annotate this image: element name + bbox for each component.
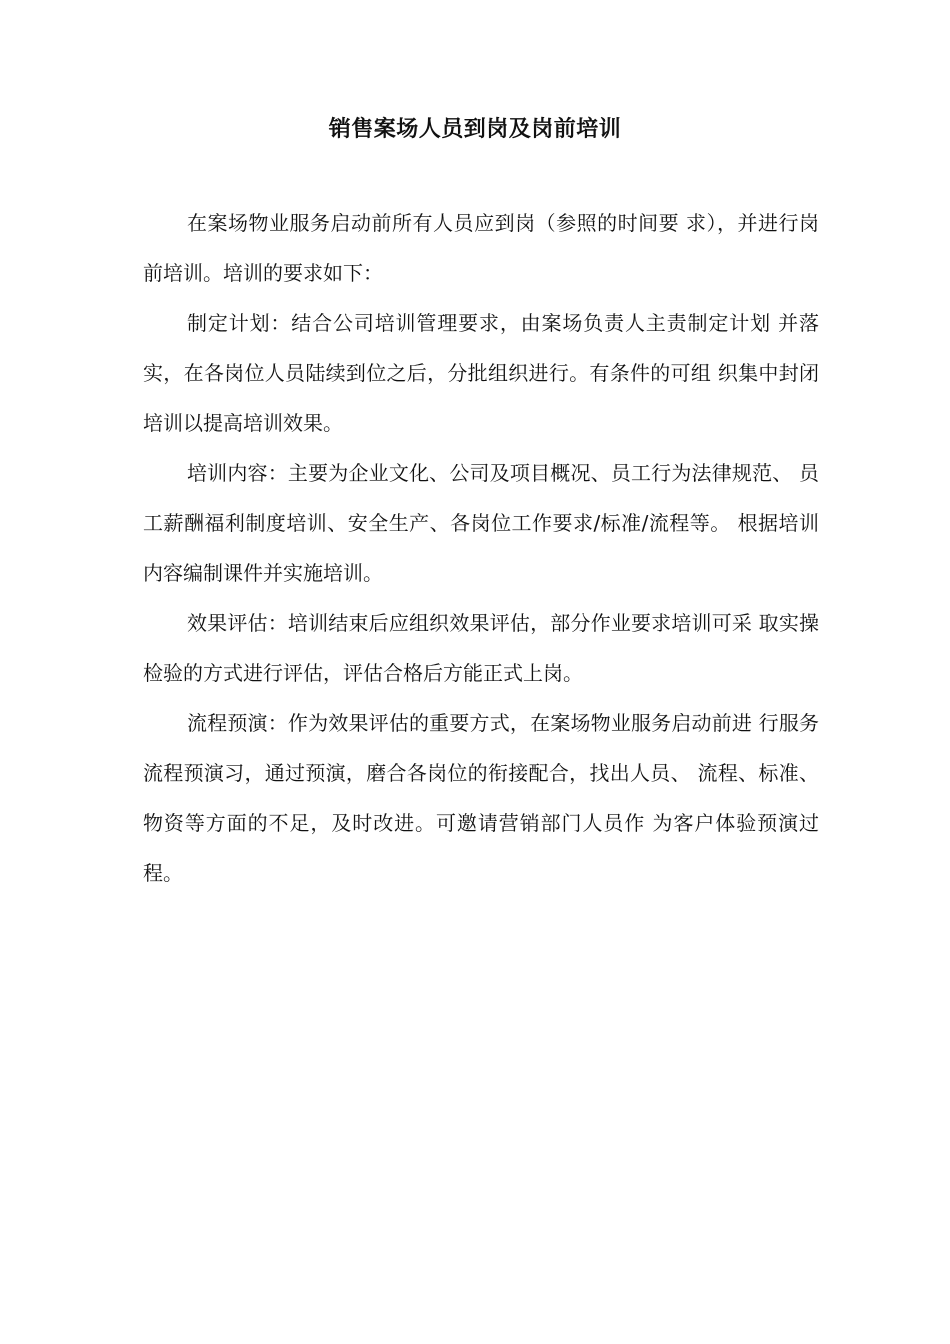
paragraph-plan: 制定计划：结合公司培训管理要求，由案场负责人主责制定计划 并落实，在各岗位人员陆续到位之后，分批组织进行。有条件的可组 织集中封闭培训以提高培训效果。 <box>143 311 819 435</box>
paragraph-rehearsal: 流程预演：作为效果评估的重要方式，在案场物业服务启动前进 行服务流程预演习，通过预演，磨合各岗位的衔接配合，找出人员、 流程、标准、物资等方面的不足，及时改进。可邀请营销部门人员作 为客户体验预演过程。 <box>143 711 819 885</box>
paragraph-content: 培训内容：主要为企业文化、公司及项目概况、员工行为法律规范、 员工薪酬福利制度培训、安全生产、各岗位工作要求/标准/流程等。 根据培训内容编制课件并实施培训。 <box>143 461 819 585</box>
document-title: 销售案场人员到岗及岗前培训 <box>328 117 622 142</box>
document-body <box>143 198 819 898</box>
paragraph-evaluation: 效果评估：培训结束后应组织效果评估，部分作业要求培训可采 取实操检验的方式进行评估，评估合格后方能正式上岗。 <box>143 611 819 685</box>
paragraph-intro: 在案场物业服务启动前所有人员应到岗（参照的时间要 求），并进行岗前培训。培训的要求如下： <box>143 211 819 285</box>
